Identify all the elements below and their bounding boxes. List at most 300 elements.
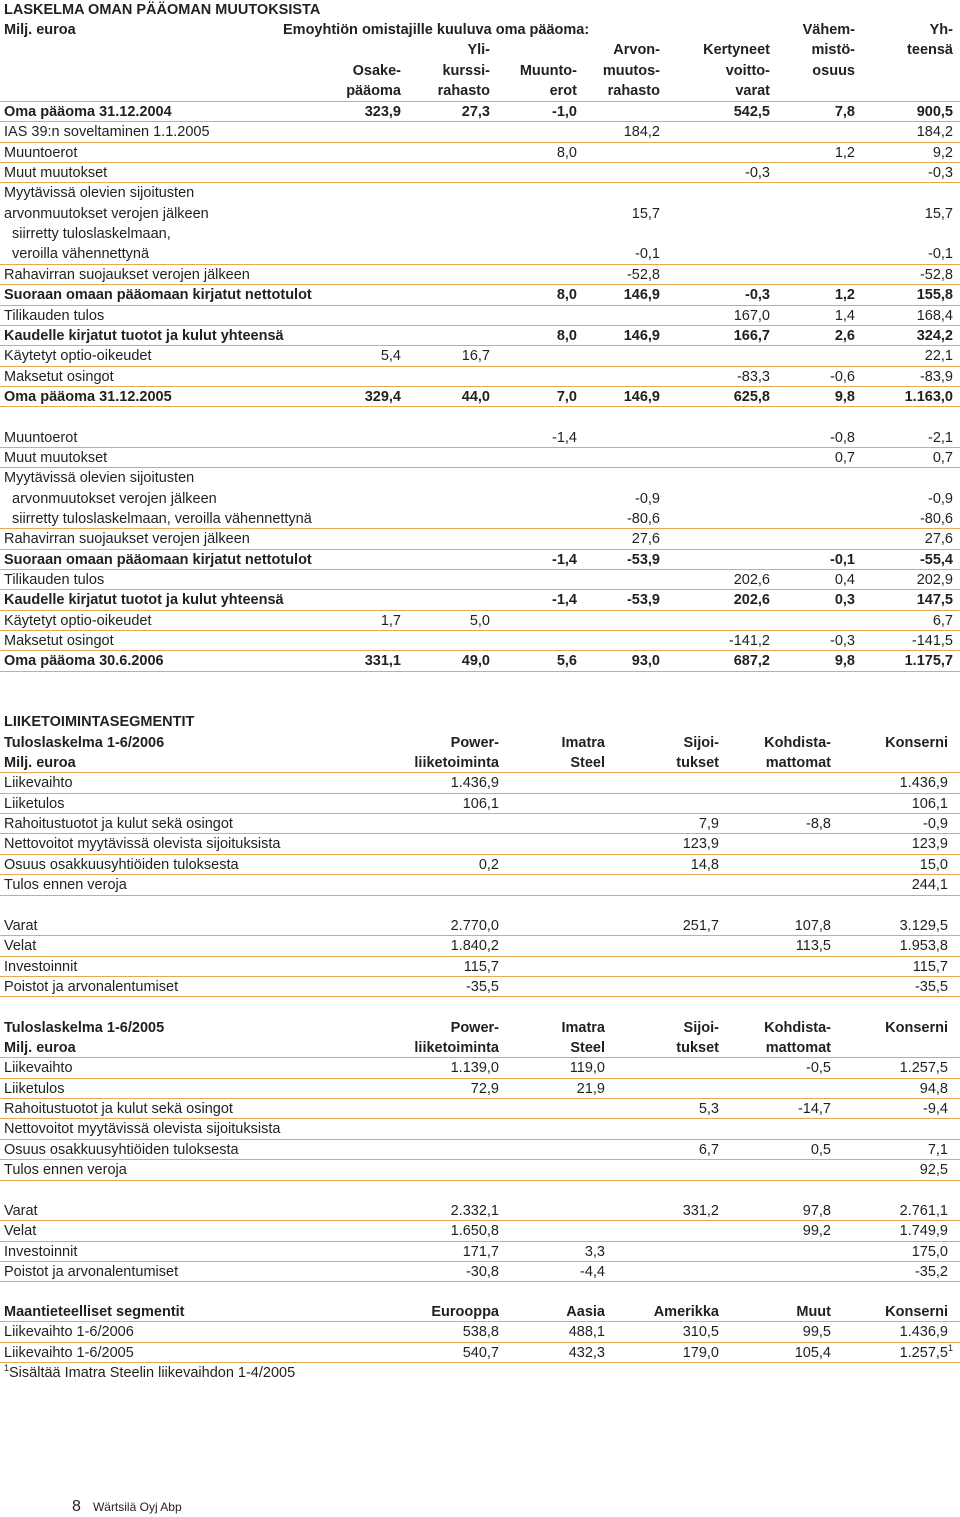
equity-row-label: Käytetyt optio-oikeudet — [4, 612, 152, 629]
segment-cell: 1.650,8 — [450, 1223, 499, 1240]
segment-cell: -8,8 — [806, 816, 831, 833]
equity-cell: 168,4 — [916, 307, 953, 324]
equity-row — [0, 367, 960, 387]
segment-col-header: Imatra — [561, 734, 605, 751]
equity-row-label: Muuntoerot — [4, 144, 78, 161]
segment-col-header: Power- — [450, 734, 499, 751]
equity-row-label: Suoraan omaan pääomaan kirjatut nettotulot — [4, 551, 312, 568]
segment-row — [0, 1262, 960, 1282]
equity-cell: 202,6 — [733, 572, 770, 589]
equity-col-header: Muunto- — [519, 62, 577, 79]
equity-cell: 184,2 — [916, 124, 953, 141]
equity-row — [0, 651, 960, 671]
segment-row-label: Investoinnit — [4, 958, 78, 975]
segment-row — [0, 1242, 960, 1262]
segment-row — [0, 855, 960, 875]
segment-row — [0, 814, 960, 834]
segment-cell: -9,4 — [923, 1101, 948, 1118]
geo-cell-value: 540,7 — [462, 1344, 499, 1361]
equity-cell: 324,2 — [916, 327, 953, 344]
geo-cell-value: 1.436,9 — [899, 1324, 948, 1341]
equity-col-header: Yh- — [929, 22, 953, 38]
segment-row-label: Rahoitustuotot ja kulut sekä osingot — [4, 1101, 233, 1118]
equity-row — [0, 346, 960, 366]
segment-row — [0, 936, 960, 956]
segment-cell: 115,7 — [463, 958, 499, 975]
segment-unit: Milj. euroa — [4, 1039, 76, 1056]
segment-row-label: Poistot ja arvonalentumiset — [4, 979, 179, 996]
equity-row-label: Kaudelle kirjatut tuotot ja kulut yhteensä — [4, 592, 284, 609]
equity-row-label: siirretty tuloslaskelmaan, veroilla vähennettynä — [12, 511, 312, 527]
segment-row-label: Liikevaihto — [4, 775, 73, 792]
geo-cell — [505, 1322, 605, 1342]
segment-row — [0, 875, 960, 895]
geo-cell — [853, 1343, 953, 1363]
geo-cell-value: 105,4 — [794, 1344, 831, 1361]
segment-row-label: Tulos ennen veroja — [4, 1162, 127, 1179]
equity-header-line — [0, 61, 960, 81]
equity-cell: 329,4 — [364, 388, 401, 405]
equity-cell: 8,0 — [556, 287, 577, 304]
equity-row — [0, 387, 960, 407]
equity-row — [0, 529, 960, 549]
equity-row-label: siirretty tuloslaskelmaan, — [12, 226, 171, 243]
segment-header-line — [0, 733, 960, 753]
equity-cell: 22,1 — [924, 348, 953, 365]
equity-cell: 9,8 — [834, 653, 855, 670]
equity-row — [0, 407, 960, 427]
segment-row-label: Poistot ja arvonalentumiset — [4, 1264, 179, 1281]
segment-row — [0, 1119, 960, 1139]
segment-row-label: Tulos ennen veroja — [4, 877, 127, 894]
segment-row-label: Liikevaihto — [4, 1060, 73, 1077]
segment-row-label: Varat — [4, 917, 38, 934]
equity-cell: 0,7 — [834, 449, 855, 466]
equity-row — [0, 224, 960, 244]
segment-col-header: liiketoiminta — [414, 754, 499, 771]
equity-cell: -2,1 — [928, 429, 953, 446]
equity-row — [0, 285, 960, 305]
segment-row-label: Nettovoitot myytävissä olevista sijoituksista — [4, 836, 281, 853]
equity-cell: 8,0 — [556, 144, 577, 161]
geo-cell-value: 310,5 — [682, 1324, 719, 1341]
segment-header-line — [0, 1018, 960, 1038]
segment-cell: 7,1 — [927, 1141, 948, 1158]
equity-row — [0, 468, 960, 488]
segment-header-line — [0, 1038, 960, 1058]
equity-cell: 900,5 — [916, 104, 953, 120]
company-name: Wärtsilä Oyj Abp — [92, 1500, 182, 1514]
segment-row — [0, 1079, 960, 1099]
equity-cell: 331,1 — [364, 653, 401, 670]
equity-cell: -0,8 — [830, 429, 855, 446]
equity-col-header: kurssi- — [442, 62, 490, 79]
equity-cell: 184,2 — [623, 124, 660, 141]
equity-row — [0, 509, 960, 529]
equity-cell: 202,9 — [916, 572, 953, 589]
segment-col-header: Konserni — [885, 734, 948, 751]
equity-cell: 93,0 — [631, 653, 660, 670]
equity-cell: 1,2 — [834, 144, 855, 161]
equity-unit: Milj. euroa — [4, 22, 76, 38]
segment-cell: 115,7 — [912, 958, 948, 975]
equity-cell: 167,0 — [733, 307, 770, 324]
segment-cell: -14,7 — [797, 1101, 831, 1118]
geo-cell-value: 179,0 — [682, 1344, 719, 1361]
equity-row-label: Muuntoerot — [4, 429, 78, 446]
segment-cell: 1.436,9 — [450, 775, 499, 792]
equity-col-header: rahasto — [437, 83, 490, 100]
equity-row-label: Muut muutokset — [4, 449, 108, 466]
equity-row-label: Käytetyt optio-oikeudet — [4, 348, 152, 365]
segment-cell: -0,9 — [923, 816, 948, 833]
equity-cell: 146,9 — [623, 327, 660, 344]
equity-col-header: Yli- — [467, 42, 490, 59]
segment-cell: 5,3 — [698, 1101, 719, 1118]
segment-col-header: Kohdista- — [764, 1019, 831, 1036]
equity-cell: -1,4 — [552, 592, 577, 609]
segment-cell: 2.770,0 — [450, 917, 499, 934]
equity-row — [0, 590, 960, 610]
equity-cell: 2,6 — [834, 327, 855, 344]
equity-cell: -0,1 — [830, 551, 855, 568]
segment-col-header: Imatra — [561, 1019, 605, 1036]
equity-title — [0, 0, 960, 20]
segment-cell: 106,1 — [911, 795, 948, 812]
segment-cell: 92,5 — [919, 1162, 948, 1179]
equity-row-label: Myytävissä olevien sijoitusten — [4, 470, 195, 487]
segment-cell: 14,8 — [690, 856, 719, 873]
footnote-mark: 1 — [4, 1363, 10, 1374]
equity-cell: -55,4 — [919, 551, 953, 568]
segment-cell: 21,9 — [576, 1080, 605, 1097]
geo-cell — [619, 1322, 719, 1342]
geo-row-label: Liikevaihto 1-6/2006 — [4, 1324, 134, 1341]
segment-row — [0, 1058, 960, 1078]
segment-unit: Milj. euroa — [4, 754, 76, 771]
equity-cell: 1.175,7 — [904, 653, 953, 670]
segment-cell: 72,9 — [470, 1080, 499, 1097]
equity-cell: -52,8 — [626, 266, 660, 283]
segment-cell: -0,5 — [806, 1060, 831, 1077]
equity-row — [0, 428, 960, 448]
equity-cell: -83,3 — [736, 368, 770, 385]
geo-col-header: Amerikka — [653, 1304, 719, 1320]
geo-cell — [848, 1322, 948, 1342]
equity-col-header: mistö- — [811, 42, 855, 59]
segment-cell: 0,5 — [810, 1141, 831, 1158]
equity-cell: 146,9 — [623, 388, 660, 405]
equity-row-label: Tilikauden tulos — [4, 307, 105, 324]
segment-cell: 251,7 — [682, 917, 719, 934]
equity-cell: -1,4 — [552, 551, 577, 568]
equity-cell: 202,6 — [733, 592, 770, 609]
segment-cell: 175,0 — [911, 1243, 948, 1260]
segment-header-line — [0, 753, 960, 773]
equity-cell: 146,9 — [623, 287, 660, 304]
geo-cell-value: 99,5 — [802, 1324, 831, 1341]
equity-title-text: LASKELMA OMAN PÄÄOMAN MUUTOKSISTA — [4, 2, 321, 18]
equity-row — [0, 489, 960, 509]
equity-cell: 1,2 — [834, 287, 855, 304]
segment-cell: 1.840,2 — [450, 938, 499, 955]
equity-row — [0, 102, 960, 122]
equity-cell: 7,8 — [834, 104, 855, 120]
equity-cell: 5,4 — [380, 348, 401, 365]
equity-col-header: osuus — [812, 62, 855, 79]
equity-col-header: voitto- — [725, 62, 770, 79]
segment-col-header: mattomat — [765, 1039, 831, 1056]
geo-cell — [399, 1322, 499, 1342]
geo-col-header: Muut — [796, 1304, 831, 1320]
equity-cell: 625,8 — [733, 388, 770, 405]
equity-cell: 147,5 — [916, 592, 953, 609]
segment-row — [0, 1181, 960, 1201]
segment-cell: 244,1 — [911, 877, 948, 894]
equity-row-label: Maksetut osingot — [4, 633, 114, 650]
geo-cell — [731, 1322, 831, 1342]
equity-cell: -83,9 — [919, 368, 953, 385]
equity-cell: -0,3 — [745, 165, 770, 182]
equity-row — [0, 306, 960, 326]
segment-cell: 1.749,9 — [899, 1223, 948, 1240]
equity-col-header: erot — [549, 83, 577, 100]
geo-cell — [399, 1343, 499, 1363]
equity-cell: 9,2 — [932, 144, 953, 161]
segment-row — [0, 1221, 960, 1241]
segment-cell: 0,2 — [478, 856, 499, 873]
equity-row-label: Myytävissä olevien sijoitusten — [4, 185, 195, 202]
segment-row-label: Liiketulos — [4, 795, 65, 812]
geo-cell-value: 432,3 — [568, 1344, 605, 1361]
segment-row — [0, 896, 960, 916]
equity-row-label: IAS 39:n soveltaminen 1.1.2005 — [4, 124, 210, 141]
equity-row-label: Maksetut osingot — [4, 368, 114, 385]
segment-cell: 123,9 — [682, 836, 719, 853]
equity-cell: 1,7 — [380, 612, 401, 629]
equity-cell: 6,7 — [932, 612, 953, 629]
segment-cell: 107,8 — [794, 917, 831, 934]
equity-row-label: Oma pääoma 30.6.2006 — [4, 653, 164, 670]
equity-col-header: pääoma — [346, 83, 401, 100]
segment-row — [0, 1160, 960, 1180]
segments-title — [0, 712, 960, 732]
equity-row — [0, 143, 960, 163]
footnote-ref: 1 — [947, 1342, 953, 1353]
equity-cell: 0,4 — [834, 572, 855, 589]
equity-cell: -53,9 — [626, 592, 660, 609]
segment-col-header: Kohdista- — [764, 734, 831, 751]
segment-cell: 106,1 — [462, 795, 499, 812]
segment-heading: Tuloslaskelma 1-6/2006 — [4, 734, 165, 751]
segment-row-label: Varat — [4, 1202, 38, 1219]
equity-row-label: arvonmuutokset verojen jälkeen — [12, 490, 217, 507]
segment-row-label: Nettovoitot myytävissä olevista sijoituksista — [4, 1121, 281, 1138]
geo-row — [0, 1322, 960, 1342]
equity-cell: -0,1 — [635, 246, 660, 263]
equity-group-header: Emoyhtiön omistajille kuuluva oma pääoma: — [283, 22, 590, 38]
page-number: 8 — [72, 1498, 81, 1515]
segment-cell: 2.761,1 — [899, 1202, 948, 1219]
geo-cell — [731, 1343, 831, 1363]
segment-row — [0, 1099, 960, 1119]
equity-header-line — [0, 81, 960, 101]
equity-cell: -80,6 — [919, 511, 953, 527]
equity-row-label: Muut muutokset — [4, 165, 108, 182]
equity-col-header: Kertyneet — [703, 42, 770, 59]
equity-row — [0, 122, 960, 142]
segment-col-header: Power- — [450, 1019, 499, 1036]
equity-cell: -0,1 — [928, 246, 953, 263]
segment-row — [0, 773, 960, 793]
equity-cell: 27,3 — [461, 104, 490, 120]
equity-col-header: muutos- — [602, 62, 660, 79]
segment-col-header: tukset — [676, 754, 719, 771]
segment-cell: 99,2 — [802, 1223, 831, 1240]
segment-row-label: Osuus osakkuusyhtiöiden tuloksesta — [4, 856, 239, 873]
segment-cell: 1.436,9 — [899, 775, 948, 792]
segment-col-header: Sijoi- — [683, 734, 719, 751]
geo-header-row — [0, 1302, 960, 1322]
equity-cell: -0,3 — [928, 165, 953, 182]
segments-title-text: LIIKETOIMINTASEGMENTIT — [4, 714, 195, 730]
equity-col-header: Arvon- — [613, 42, 660, 59]
geo-cell — [619, 1343, 719, 1363]
page-footer — [72, 1497, 182, 1517]
equity-col-header: Osake- — [352, 62, 401, 79]
geo-cell-value: 488,1 — [568, 1324, 605, 1341]
segment-cell: -35,5 — [914, 979, 948, 996]
segment-col-header: Steel — [570, 1039, 605, 1056]
equity-cell: -1,4 — [552, 429, 577, 446]
equity-cell: 542,5 — [733, 104, 770, 120]
geo-row — [0, 1343, 960, 1363]
equity-cell: 16,7 — [461, 348, 490, 365]
segment-cell: -30,8 — [465, 1264, 499, 1281]
equity-row — [0, 326, 960, 346]
equity-cell: 0,3 — [834, 592, 855, 609]
geo-cell-value: 538,8 — [462, 1324, 499, 1341]
equity-cell: -0,9 — [635, 490, 660, 507]
equity-row — [0, 611, 960, 631]
segment-cell: 123,9 — [911, 836, 948, 853]
geo-col-header: Eurooppa — [431, 1304, 499, 1320]
equity-row-label: Suoraan omaan pääomaan kirjatut nettotulot — [4, 287, 312, 304]
segment-cell: 171,7 — [462, 1243, 499, 1260]
equity-cell: -80,6 — [626, 511, 660, 527]
footnote-text: Sisältää Imatra Steelin liikevaihdon 1-4/2005 — [9, 1365, 296, 1382]
segment-cell: 331,2 — [682, 1202, 719, 1219]
equity-row-label: veroilla vähennettynä — [12, 246, 150, 263]
segment-cell: 3,3 — [584, 1243, 605, 1260]
equity-cell: 27,6 — [924, 531, 953, 548]
equity-cell: -141,2 — [728, 633, 770, 650]
segment-row-label: Liiketulos — [4, 1080, 65, 1097]
equity-row — [0, 550, 960, 570]
equity-col-header: varat — [735, 83, 770, 100]
equity-cell: 5,0 — [469, 612, 490, 629]
equity-cell: 323,9 — [364, 104, 401, 120]
segment-row — [0, 834, 960, 854]
equity-row — [0, 631, 960, 651]
equity-cell: 15,7 — [631, 205, 660, 222]
equity-header-line — [0, 40, 960, 60]
segment-row-label: Investoinnit — [4, 1243, 78, 1260]
equity-cell: 9,8 — [834, 388, 855, 405]
equity-header-line — [0, 20, 960, 40]
equity-row-label: arvonmuutokset verojen jälkeen — [4, 205, 209, 222]
geo-col-header: Konserni — [885, 1304, 948, 1320]
segment-row — [0, 1140, 960, 1160]
equity-cell: 0,7 — [932, 449, 953, 466]
equity-row — [0, 183, 960, 203]
segment-row — [0, 794, 960, 814]
segment-cell: 1.139,0 — [450, 1060, 499, 1077]
segment-col-header: Sijoi- — [683, 1019, 719, 1036]
segment-cell: 15,0 — [919, 856, 948, 873]
segment-col-header: liiketoiminta — [414, 1039, 499, 1056]
geo-row-label: Liikevaihto 1-6/2005 — [4, 1344, 134, 1361]
geo-heading: Maantieteelliset segmentit — [4, 1304, 185, 1320]
segment-cell: 2.332,1 — [450, 1202, 499, 1219]
equity-row — [0, 265, 960, 285]
segment-col-header: Konserni — [885, 1019, 948, 1036]
segment-row-label: Osuus osakkuusyhtiöiden tuloksesta — [4, 1141, 239, 1158]
segment-row — [0, 957, 960, 977]
equity-row — [0, 204, 960, 224]
segment-cell: -4,4 — [580, 1264, 605, 1281]
equity-cell: 5,6 — [556, 653, 577, 670]
equity-cell: -0,9 — [928, 490, 953, 507]
segment-heading: Tuloslaskelma 1-6/2005 — [4, 1019, 165, 1036]
equity-cell: 49,0 — [461, 653, 490, 670]
segment-row — [0, 1201, 960, 1221]
equity-cell: -1,0 — [552, 104, 577, 120]
equity-cell: -52,8 — [919, 266, 953, 283]
equity-cell: -53,9 — [626, 551, 660, 568]
segment-col-header: mattomat — [765, 754, 831, 771]
geo-cell — [505, 1343, 605, 1363]
equity-row-label: Kaudelle kirjatut tuotot ja kulut yhteensä — [4, 327, 284, 344]
segment-row-label: Velat — [4, 938, 37, 955]
geo-cell-value: 1.257,5 — [899, 1344, 948, 1361]
equity-row — [0, 448, 960, 468]
equity-cell: 1.163,0 — [904, 388, 953, 405]
equity-cell: -0,3 — [745, 287, 770, 304]
equity-cell: 7,0 — [556, 388, 577, 405]
equity-cell: 8,0 — [556, 327, 577, 344]
segment-row-label: Rahoitustuotot ja kulut sekä osingot — [4, 816, 233, 833]
segment-row — [0, 977, 960, 997]
geo-col-header: Aasia — [566, 1304, 605, 1320]
segment-cell: 119,0 — [569, 1060, 605, 1077]
segment-cell: 97,8 — [802, 1202, 831, 1219]
equity-cell: -0,3 — [830, 633, 855, 650]
equity-col-header: teensä — [907, 42, 953, 59]
equity-col-header: rahasto — [607, 83, 660, 100]
segment-cell: 1.257,5 — [899, 1060, 948, 1077]
equity-row — [0, 244, 960, 264]
equity-col-header: Vähem- — [802, 22, 855, 38]
segment-row — [0, 916, 960, 936]
equity-cell: 166,7 — [733, 327, 770, 344]
equity-cell: 15,7 — [924, 205, 953, 222]
segment-cell: 113,5 — [795, 938, 831, 955]
segment-row-label: Velat — [4, 1223, 37, 1240]
equity-cell: -0,6 — [830, 368, 855, 385]
equity-cell: -141,5 — [911, 633, 953, 650]
segment-col-header: tukset — [676, 1039, 719, 1056]
